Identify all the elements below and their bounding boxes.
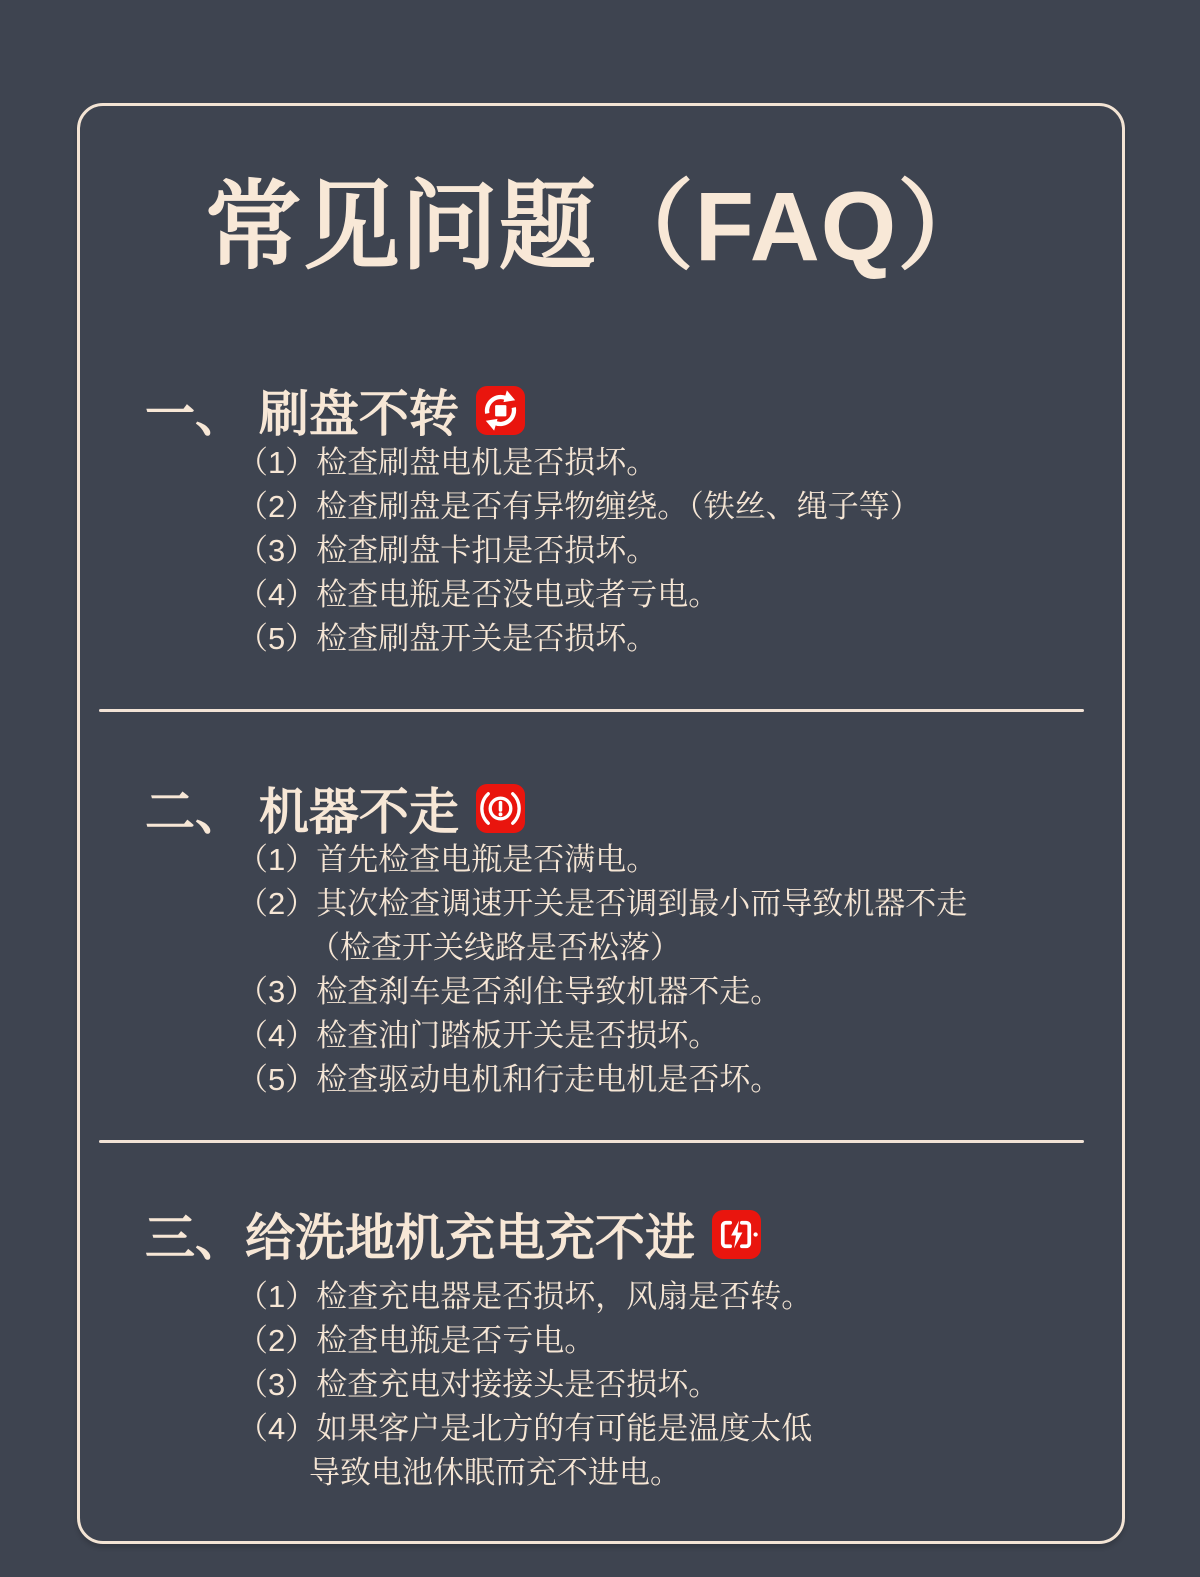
list-item: （3）检查刷盘卡扣是否损坏。 [237, 533, 658, 568]
section-1-item-list [237, 441, 921, 661]
list-item: （4）检查电瓶是否没电或者亏电。 [237, 577, 720, 612]
list-item: （3）检查充电对接接头是否损坏。 [237, 1367, 720, 1402]
section-2-heading-text: 二、 机器不走 [145, 784, 459, 840]
list-item: （5）检查刷盘开关是否损坏。 [237, 621, 658, 656]
section-divider [99, 709, 1084, 712]
section-divider [99, 1140, 1084, 1143]
page-title: 常见问题（FAQ） [204, 172, 996, 281]
list-item: （3）检查刹车是否刹住导致机器不走。 [237, 974, 782, 1009]
section-1-heading-text: 一、 刷盘不转 [145, 386, 459, 442]
brush-rotate-icon [476, 386, 525, 435]
list-item: （1）检查充电器是否损坏，风扇是否转。 [237, 1279, 813, 1314]
section-heading-not-charging [145, 1198, 761, 1270]
section-heading-brush-not-turning [145, 374, 525, 446]
list-item: （2）检查电瓶是否亏电。 [237, 1323, 596, 1358]
list-item: （4）检查油门踏板开关是否损坏。 [237, 1018, 720, 1053]
brake-warning-icon [476, 784, 525, 833]
list-item: （5）检查驱动电机和行走电机是否坏。 [237, 1062, 782, 1097]
section-3-item-list [237, 1275, 812, 1495]
list-item: （2）检查刷盘是否有异物缠绕。（铁丝、绳子等） [237, 489, 921, 524]
list-item-continuation: （检查开关线路是否松落） [309, 930, 681, 965]
section-heading-machine-not-moving [145, 772, 525, 844]
list-item: （2）其次检查调速开关是否调到最小而导致机器不走 [237, 886, 968, 921]
section-2-item-list [237, 838, 967, 1102]
list-item: （4）如果客户是北方的有可能是温度太低 [237, 1411, 813, 1446]
list-item: （1）检查刷盘电机是否损坏。 [237, 445, 658, 480]
battery-charging-icon [712, 1210, 761, 1259]
section-3-heading-text: 三、给洗地机充电充不进 [145, 1210, 695, 1266]
list-item: （1）首先检查电瓶是否满电。 [237, 842, 658, 877]
list-item-continuation: 导致电池休眠而充不进电。 [309, 1455, 681, 1490]
